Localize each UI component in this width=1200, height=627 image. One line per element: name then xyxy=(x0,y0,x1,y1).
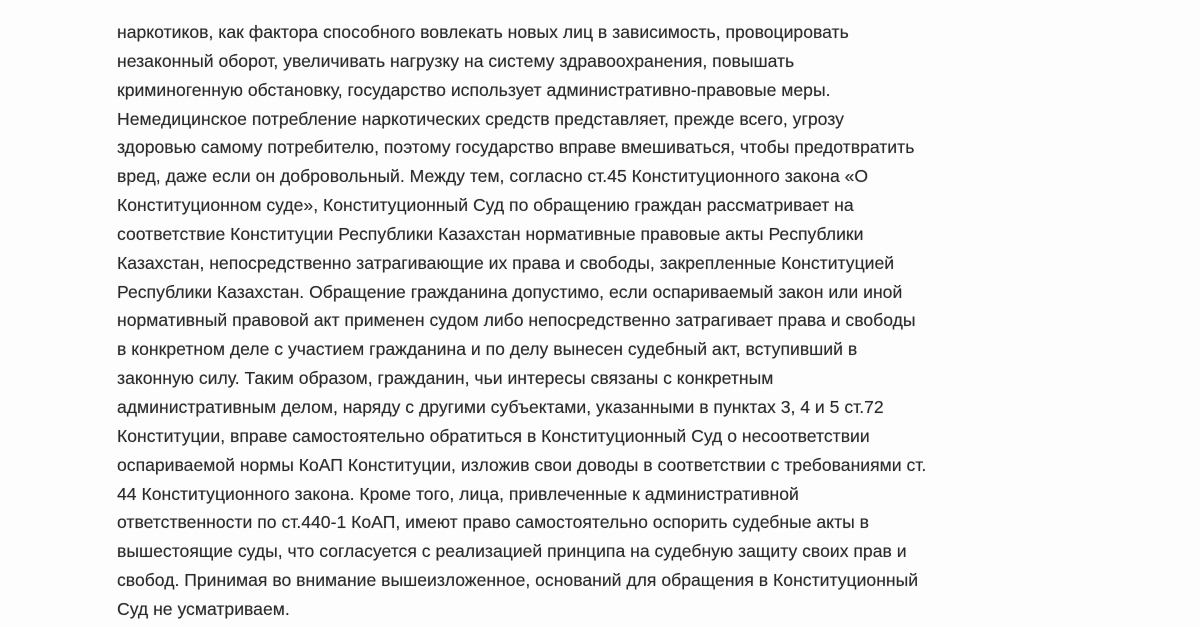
text-line: Суд не усматриваем. xyxy=(117,598,290,619)
text-line: нормативный правовой акт применен судом либо непосредственно затрагивает права и свободы xyxy=(117,310,916,331)
text-line: Казахстан, непосредственно затрагивающие их права и свободы, закрепленные Конституцией xyxy=(117,252,895,273)
text-line: Немедицинское потребление наркотических средств представляет, прежде всего, угрозу xyxy=(117,108,844,129)
document-body-text xyxy=(117,18,1117,624)
text-line: 44 Конституционного закона. Кроме того, лица, привлеченные к административной xyxy=(117,483,799,504)
text-line: административным делом, наряду с другими субъектами, указанными в пунктах 3, 4 и 5 ст.72 xyxy=(117,396,884,417)
text-line: здоровью самому потребителю, поэтому государство вправе вмешиваться, чтобы предотвратить xyxy=(117,137,915,158)
text-line: незаконный оборот, увеличивать нагрузку на систему здравоохранения, повышать xyxy=(117,50,795,71)
text-line: Конституционном суде», Конституционный Суд по обращению граждан рассматривает на xyxy=(117,195,854,216)
text-line: в конкретном деле с участием гражданина и по делу вынесен судебный акт, вступивший в xyxy=(117,339,858,360)
text-line: вышестоящие суды, что согласуется с реализацией принципа на судебную защиту своих прав и xyxy=(117,541,907,562)
text-line: законную силу. Таким образом, гражданин, чьи интересы связаны с конкретным xyxy=(117,368,774,389)
text-line: наркотиков, как фактора способного вовлекать новых лиц в зависимость, провоцировать xyxy=(117,22,849,42)
text-line: соответствие Конституции Республики Казахстан нормативные правовые акты Республики xyxy=(117,223,864,244)
text-line: ответственности по ст.440-1 КоАП, имеют право самостоятельно оспорить судебные акты в xyxy=(117,512,870,533)
text-line: свобод. Принимая во внимание вышеизложенное, оснований для обращения в Конституционный xyxy=(117,570,919,591)
text-line: криминогенную обстановку, государство использует административно-правовые меры. xyxy=(117,79,831,100)
text-line: Конституции, вправе самостоятельно обратиться в Конституционный Суд о несоответствии xyxy=(117,425,870,446)
text-line: Республики Казахстан. Обращение гражданина допустимо, если оспариваемый закон или иной xyxy=(117,281,903,302)
text-line: оспариваемой нормы КоАП Конституции, изложив свои доводы в соответствии с требованиями ст. xyxy=(117,454,927,475)
text-line: вред, даже если он добровольный. Между тем, согласно ст.45 Конституционного закона «О xyxy=(117,166,869,187)
